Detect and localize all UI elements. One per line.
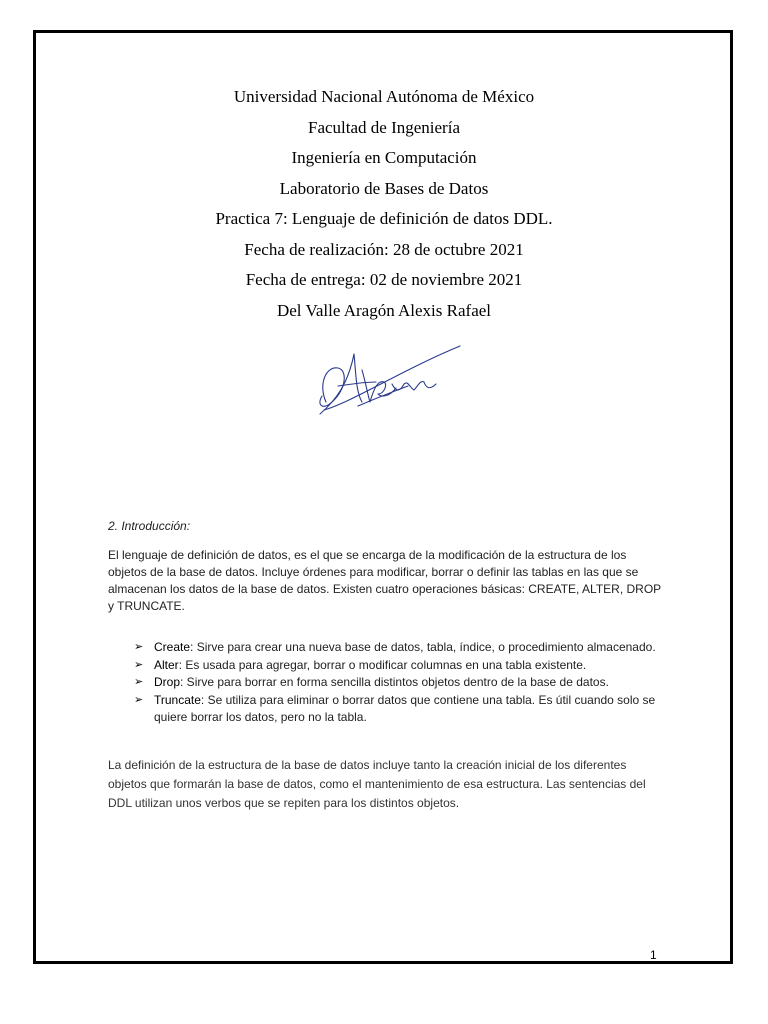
title-block <box>0 84 768 328</box>
arrow-bullet-icon: ➢ <box>134 676 144 688</box>
ddl-definition-paragraph: La definición de la estructura de la base de datos incluye tanto la creación inicial de los diferentes objetos que formarán la base de datos, como el mantenimiento de esa estructura. Las sentencias del DDL utilizan unos verbos que se repiten para los distintos objetos. <box>108 758 646 810</box>
arrow-bullet-icon: ➢ <box>134 693 144 706</box>
practice-title: Practica 7: Lenguaje de definición de datos DDL. <box>215 209 553 228</box>
operation-alter <box>134 657 674 675</box>
author-name: Del Valle Aragón Alexis Rafael <box>276 300 492 320</box>
operation-description: : Sirve para borrar en forma sencilla distintos objetos dentro de la base de datos. <box>180 675 609 689</box>
faculty-name: Facultad de Ingeniería <box>308 117 460 137</box>
operation-term: Drop <box>154 675 181 689</box>
operation-term: Alter <box>154 657 179 672</box>
arrow-bullet-icon: ➢ <box>134 641 144 653</box>
page-number: 1 <box>650 948 657 962</box>
arrow-bullet-icon: ➢ <box>134 658 144 671</box>
operation-drop <box>134 674 674 692</box>
operation-create <box>134 639 674 657</box>
operation-term: Truncate <box>154 692 201 707</box>
lab-name: Laboratorio de Bases de Datos <box>279 178 489 198</box>
operation-description: : Sirve para crear una nueva base de datos, tabla, índice, o procedimiento almacenado. <box>190 640 656 654</box>
date-delivered: Fecha de entrega: 02 de noviembre 2021 <box>245 270 523 289</box>
date-performed: Fecha de realización: 28 de octubre 2021 <box>244 239 524 259</box>
introduction-paragraph: El lenguaje de definición de datos, es el que se encarga de la modificación de la estructura de los objetos de la base de datos. Incluye órdenes para modificar, borrar o definir las tablas en las que se almacenan los datos de la base de datos. Existen cuatro operaciones básicas: CREATE, ALTER, DROP y TRUNCATE. <box>108 548 661 613</box>
handwritten-signature <box>312 340 462 420</box>
operation-description: : Es usada para agregar, borrar o modificar columnas en una tabla existente. <box>178 657 587 672</box>
university-name: Universidad Nacional Autónoma de México <box>233 87 535 106</box>
operation-description: : Se utiliza para eliminar o borrar datos que contiene una tabla. Es útil cuando solo se quiere borrar los datos, pero no la tabla. <box>154 692 656 724</box>
program-name: Ingeniería en Computación <box>291 148 477 167</box>
operation-term: Create <box>154 640 191 654</box>
ddl-operations-list <box>134 639 674 727</box>
operation-truncate <box>134 692 674 727</box>
introduction-heading: 2. Introducción: <box>108 519 191 533</box>
